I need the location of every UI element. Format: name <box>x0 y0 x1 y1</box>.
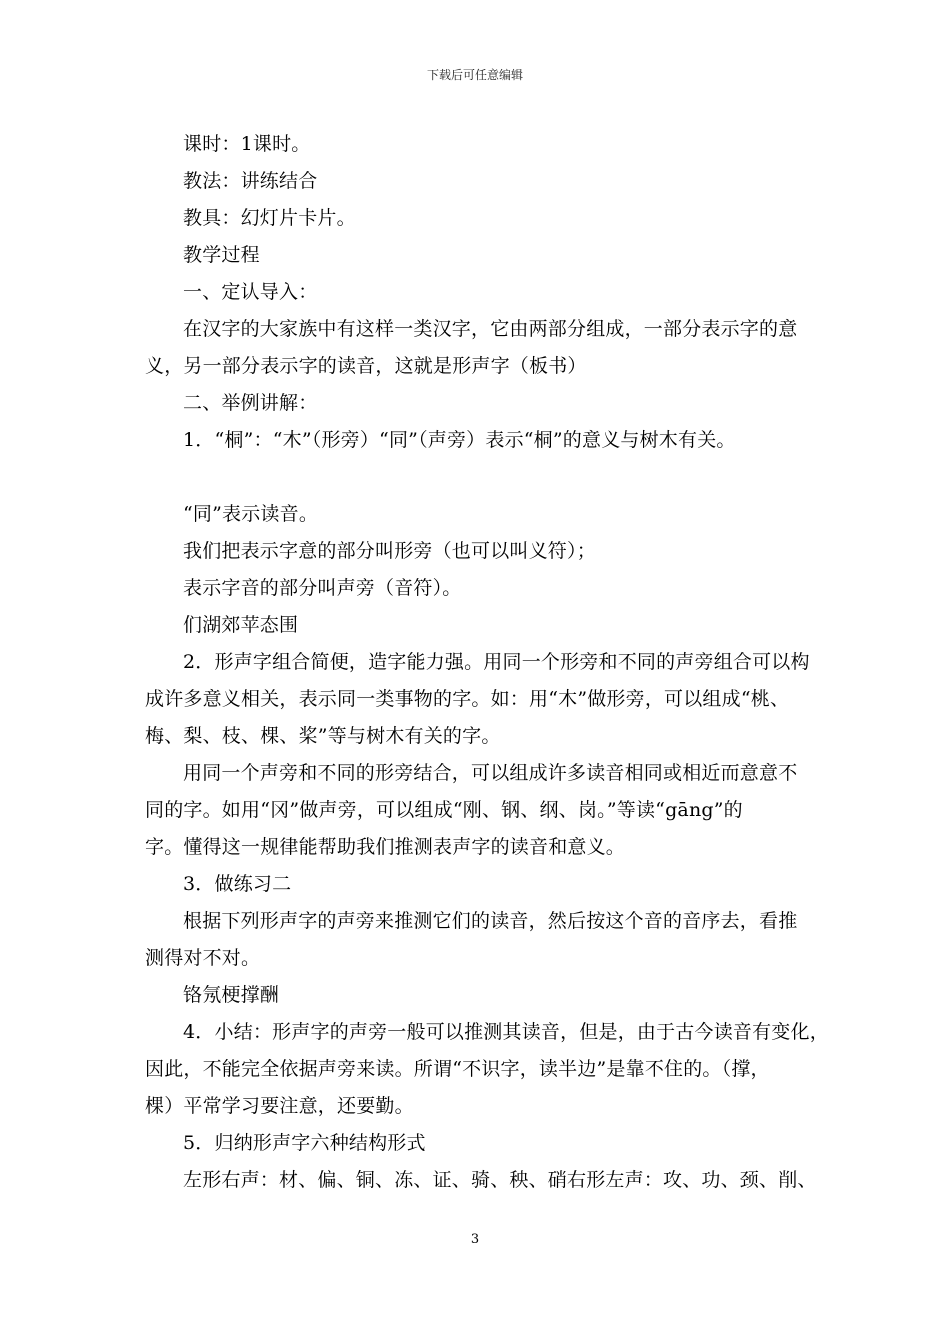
paragraph-line: 表示字音的部分叫声旁（音符）。 <box>183 577 462 599</box>
paragraph-line: 义，另一部分表示字的读音，这就是形声字（板书） <box>145 355 587 377</box>
class-hours-line: 课时：1课时。 <box>183 133 311 155</box>
paragraph-line: 1．“桐”：“木”（形旁）“同”（声旁）表示“桐”的意义与树木有关。 <box>183 429 736 451</box>
character-list: 铬氖梗撑酬 <box>183 984 280 1006</box>
paragraph-line: 成许多意义相关，表示同一类事物的字。如：用“木”做形旁，可以组成“桃、 <box>145 688 790 710</box>
paragraph-line: 在汉字的大家族中有这样一类汉字，它由两部分组成，一部分表示字的意 <box>183 318 798 340</box>
teaching-method-line: 教法：讲练结合 <box>183 170 318 192</box>
document-body <box>145 126 829 1199</box>
character-list: 们湖郊苹态围 <box>183 614 299 636</box>
paragraph-line: 测得对不对。 <box>145 947 261 969</box>
paragraph-line: 字。懂得这一规律能帮助我们推测表声字的读音和意义。 <box>145 836 626 858</box>
paragraph-line: 2．形声字组合简便，造字能力强。用同一个形旁和不同的声旁组合可以构 <box>183 651 810 673</box>
section-heading-examples: 二、举例讲解： <box>183 392 318 414</box>
paragraph-line: 梅、梨、枝、棵、桨”等与树木有关的字。 <box>145 725 501 747</box>
paragraph-line: 4．小结：形声字的声旁一般可以推测其读音，但是，由于古今读音有变化， <box>183 1021 829 1043</box>
paragraph-line: 棵）平常学习要注意，还要勤。 <box>145 1095 414 1117</box>
teaching-process-heading: 教学过程 <box>183 244 260 266</box>
section-heading-intro: 一、定认导入： <box>183 281 318 303</box>
paragraph-line: 5．归纳形声字六种结构形式 <box>183 1132 426 1154</box>
paragraph-line: 我们把表示字意的部分叫形旁（也可以叫义符）； <box>183 540 596 562</box>
paragraph-line: 根据下列形声字的声旁来推测它们的读音，然后按这个音的音序去，看推 <box>183 910 798 932</box>
blank-line <box>145 459 825 496</box>
paragraph-line: 因此，不能完全依据声旁来读。所谓“不识字，读半边”是靠不住的。（撑， <box>145 1058 770 1080</box>
paragraph-line: 同的字。如用“冈”做声旁，可以组成“刚、钢、纲、岗。”等读“gāng”的 <box>145 799 743 821</box>
paragraph-line: “同”表示读音。 <box>183 503 319 525</box>
page-number: 3 <box>470 1232 480 1247</box>
paragraph-line: 用同一个声旁和不同的形旁结合，可以组成许多读音相同或相近而意意不 <box>183 762 798 784</box>
page-header: 下载后可任意编辑 <box>426 68 523 82</box>
paragraph-line: 3．做练习二 <box>183 873 292 895</box>
paragraph-line: 左形右声：材、偏、铜、冻、证、骑、秧、硝右形左声：攻、功、颈、削、 <box>183 1169 817 1191</box>
teaching-aids-line: 教具：幻灯片卡片。 <box>183 207 356 229</box>
